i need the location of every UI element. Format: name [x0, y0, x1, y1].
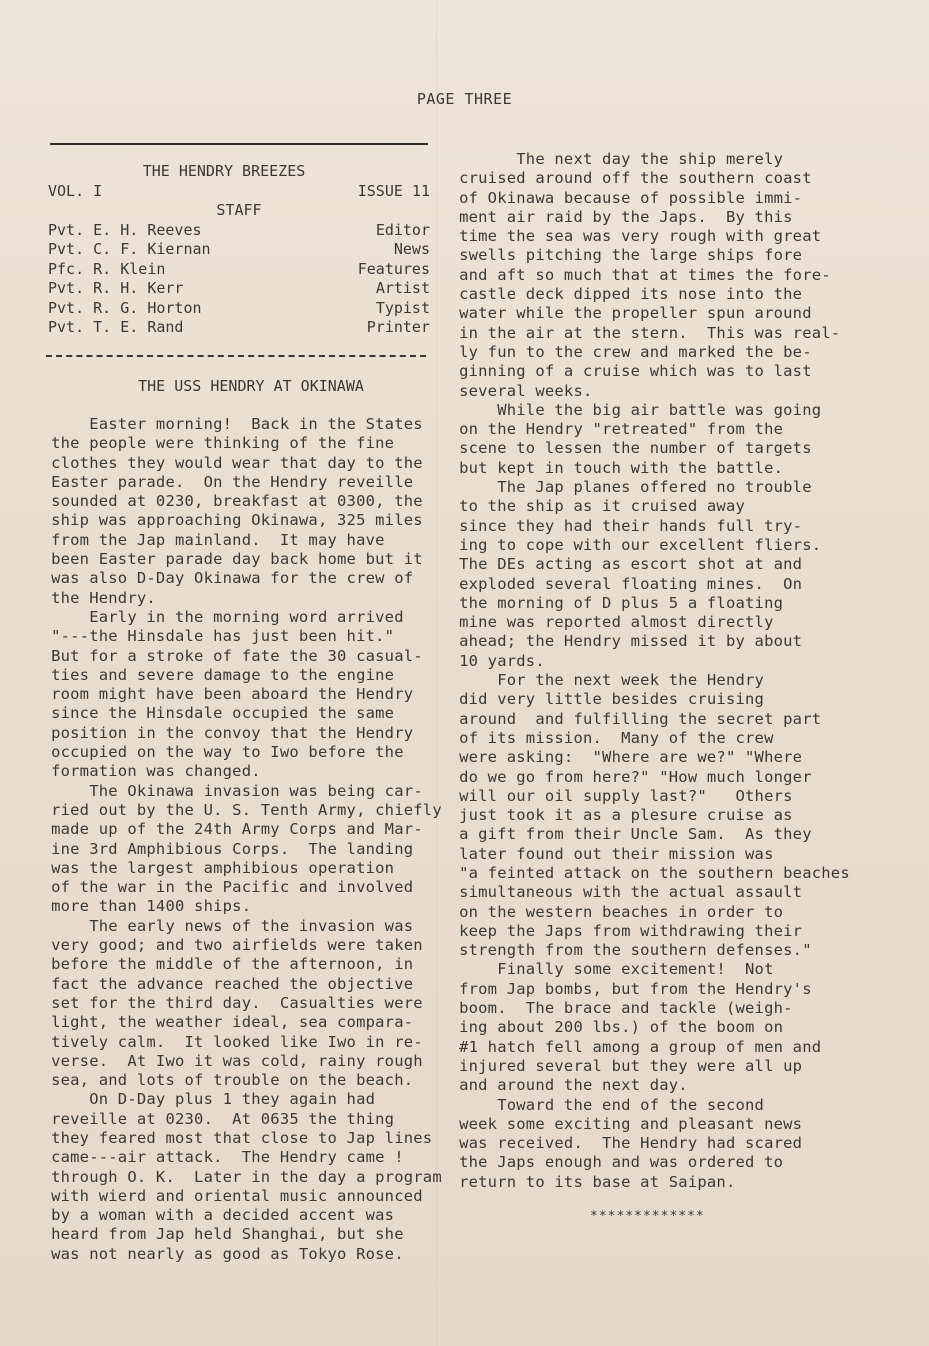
staff-row [48, 318, 430, 338]
staff-role: Printer [366, 318, 430, 336]
article-left-column: Easter morning! Back in the States the people were thinking of the fine clothes they would wear that day to the Easter parade. On the Hendry reveille sounded at 0230, breakfast at 0300, the ship was approaching Okinawa, 325 miles from the Jap mainland. It may have been Easter parade day back home but it was also D-Day Okinawa for the crew of the Hendry. Early in the morning word arrived "---the Hinsdale has just been hit." But for a stroke of fate the 30 casual- ties and severe damage to the engine room might have been aboard the Hendry since the Hinsdale occupied the same position in the convoy that the Hendry occupied on the way to Iwo before the formation was changed. The Okinawa invasion was being car- ried out by the U. S. Tenth Army, chiefly made up of the 24th Army Corps and Mar- ine 3rd Amphibious Corps. The landing was the largest amphibious operation of the war in the Pacific and involved more than 1400 ships. The early news of the invasion was very good; and two airfields were taken before the middle of the afternoon, in fact the advance reached the objective set for the third day. Casualties were light, the weather ideal, sea compara- tively calm. It looked like Iwo in re- verse. At Iwo it was cold, rainy rough sea, and lots of trouble on the beach. On D-Day plus 1 they again had reveille at 0230. At 0635 the thing they feared most that close to Jap lines came---air attack. The Hendry came ! through O. K. Later in the day a program with wierd and oriental music announced by a woman with a decided accent was heard from Jap held Shanghai, but she was not nearly as good as Tokyo Rose. [51, 415, 442, 1263]
staff-role: Typist [375, 298, 430, 317]
staff-row [48, 279, 430, 299]
staff-name: Pvt. T. E. Rand [48, 318, 184, 336]
staff-name: Pvt. E. H. Reeves [48, 220, 202, 239]
article-title: THE USS HENDRY AT OKINAWA [138, 377, 364, 395]
staff-row [48, 260, 430, 280]
volume-issue-row [48, 182, 430, 202]
masthead-top-rule [50, 143, 428, 145]
staff-row [48, 240, 430, 260]
volume-label: VOL. I [48, 181, 103, 200]
newsletter-title: THE HENDRY BREEZES [142, 162, 306, 180]
masthead-bottom-rule [46, 355, 426, 357]
staff-row [48, 221, 430, 241]
staff-name: Pvt. R. H. Kerr [48, 279, 184, 297]
staff-name: Pfc. R. Klein [48, 259, 166, 278]
page-header: PAGE THREE [416, 90, 513, 108]
staff-heading: STAFF [216, 201, 262, 219]
article-right-column: The next day the ship merely cruised around off the southern coast of Okinawa because of possible immi- ment air raid by the Japs. By this time the sea was very rough with great swells pitching the large ships fore and aft so much that at times the fore- castle deck dipped its nose into the water while the propeller spun around in the air at the stern. This was real- ly fun to the crew and marked the be- ginning of a cruise which was to last several weeks. While the big air battle was going on the Hendry "retreated" from the scene to lessen the number of targets but kept in touch with the battle. The Jap planes offered no trouble to the ship as it cruised away since they had their hands full try- ing to cope with our excellent fliers. The DEs acting as escort shot at and exploded several floating mines. On the morning of D plus 5 a floating mine was reported almost directly ahead; the Hendry missed it by about 10 yards. For the next week the Hendry did very little besides cruising around and fulfilling the secret part of its mission. Many of the crew were asking: "Where are we?" "Where do we go from here?" "How much longer will our oil supply last?" Others just took it as a plesure cruise as a gift from their Uncle Sam. As they later found out their mission was "a feinted attack on the southern beaches simultaneous with the actual assault on the western beaches in order to keep the Japs from withdrawing their strength from the southern defenses." Finally some excitement! Not from Jap bombs, but from the Hendry's boom. The brace and tackle (weigh- ing about 200 lbs.) of the boom on #1 hatch fell among a group of men and injured several but they were all up and around the next day. Toward the end of the second week some exciting and pleasant news was received. The Hendry had scared the Japs enough and was ordered to return to its base at Saipan. [459, 150, 850, 1191]
masthead [48, 162, 430, 338]
staff-role: News [393, 240, 430, 258]
staff-name: Pvt. R. G. Horton [48, 298, 202, 317]
end-mark: ************* [590, 1209, 705, 1224]
staff-role: Editor [375, 220, 430, 239]
staff-role: Features [357, 259, 430, 278]
issue-label: ISSUE 11 [357, 181, 430, 200]
staff-role: Artist [375, 279, 430, 297]
staff-row [48, 299, 430, 319]
staff-name: Pvt. C. F. Kiernan [48, 240, 211, 258]
